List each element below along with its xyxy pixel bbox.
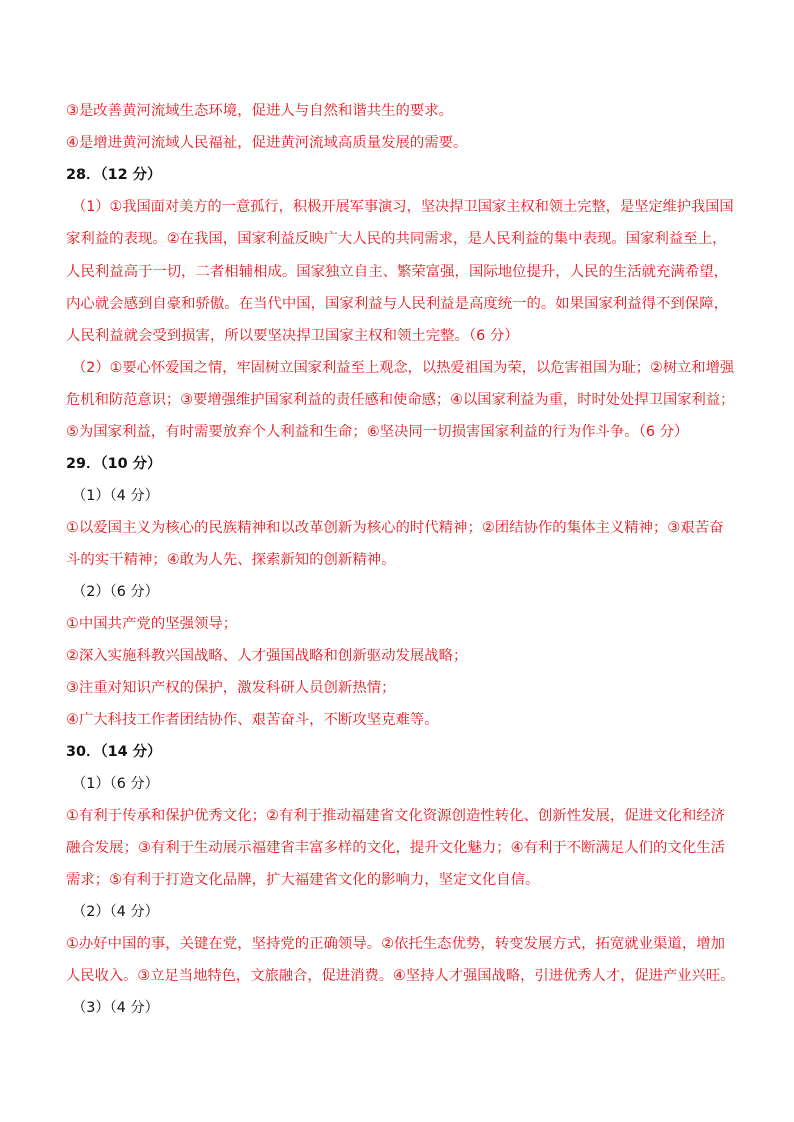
answer-line: ④广大科技工作者团结协作、艰苦奋斗，不断攻坚克难等。 <box>66 712 439 728</box>
answer-line: （2）①要心怀爱国之情，牢固树立国家利益至上观念，以热爱祖国为荣，以危害祖国为耻；②树立和增强 <box>72 360 735 376</box>
answer-line: ⑤为国家利益，有时需要放弃个人利益和生命；⑥坚决同一切损害国家利益的行为作斗争。（6 分） <box>66 424 689 440</box>
answer-line: ②深入实施科教兴国战略、人才强国战略和创新驱动发展战略； <box>66 648 468 664</box>
sub-question-label: （1）（4 分） <box>72 488 159 504</box>
answer-line: ③是改善黄河流域生态环境，促进人与自然和谐共生的要求。 <box>66 103 454 119</box>
answer-line: ①办好中国的事，关键在党，坚持党的正确领导。②依托生态优势，转变发展方式，拓宽就业渠道，增加 <box>66 936 725 952</box>
sub-question-label: （3）（4 分） <box>72 1000 159 1016</box>
answer-line: 人民收入。③立足当地特色，文旅融合，促进消费。④坚持人才强国战略，引进优秀人才，促进产业兴旺。 <box>66 968 735 984</box>
answer-line: 危机和防范意识；③要增强维护国家利益的责任感和使命感；④以国家利益为重，时时处处捍卫国家利益； <box>66 392 735 408</box>
answer-line: 人民利益高于一切，二者相辅相成。国家独立自主、繁荣富强，国际地位提升，人民的生活就充满希望， <box>66 264 728 280</box>
question-heading-28: 28．（12 分） <box>66 167 162 183</box>
answer-line: ③注重对知识产权的保护，激发科研人员创新热情； <box>66 680 396 696</box>
answer-line: 家利益的表现。②在我国，国家利益反映广大人民的共同需求，是人民利益的集中表现。国家利益至上， <box>66 231 727 247</box>
answer-line: ①有利于传承和保护优秀文化；②有利于推动福建省文化资源创造性转化、创新性发展，促进文化和经济 <box>66 808 725 824</box>
question-heading-30: 30．（14 分） <box>66 744 162 760</box>
sub-question-label: （2）（6 分） <box>72 584 159 600</box>
sub-question-label: （2）（4 分） <box>72 904 159 920</box>
question-heading-29: 29．（10 分） <box>66 456 162 472</box>
answer-line: 斗的实干精神；④敢为人先、探索新知的创新精神。 <box>66 552 396 568</box>
answer-line: 需求；⑤有利于打造文化品牌，扩大福建省文化的影响力，坚定文化自信。 <box>66 872 540 888</box>
answer-line: 内心就会感到自豪和骄傲。在当代中国，国家利益与人民利益是高度统一的。如果国家利益得不到保障， <box>66 296 728 312</box>
answer-line: ④是增进黄河流域人民福祉，促进黄河流域高质量发展的需要。 <box>66 135 468 151</box>
answer-line: ①以爱国主义为核心的民族精神和以改革创新为核心的时代精神；②团结协作的集体主义精神；③艰苦奋 <box>66 520 724 536</box>
answer-line: （1）①我国面对美方的一意孤行，积极开展军事演习，坚决捍卫国家主权和领土完整，是坚定维护我国国 <box>72 199 734 215</box>
answer-line: 融合发展；③有利于生动展示福建省丰富多样的文化，提升文化魅力；④有利于不断满足人们的文化生活 <box>66 840 725 856</box>
answer-line: 人民利益就会受到损害，所以要坚决捍卫国家主权和领土完整。（6 分） <box>66 328 519 344</box>
answer-line: ①中国共产党的坚强领导； <box>66 616 238 632</box>
sub-question-label: （1）（6 分） <box>72 776 159 792</box>
